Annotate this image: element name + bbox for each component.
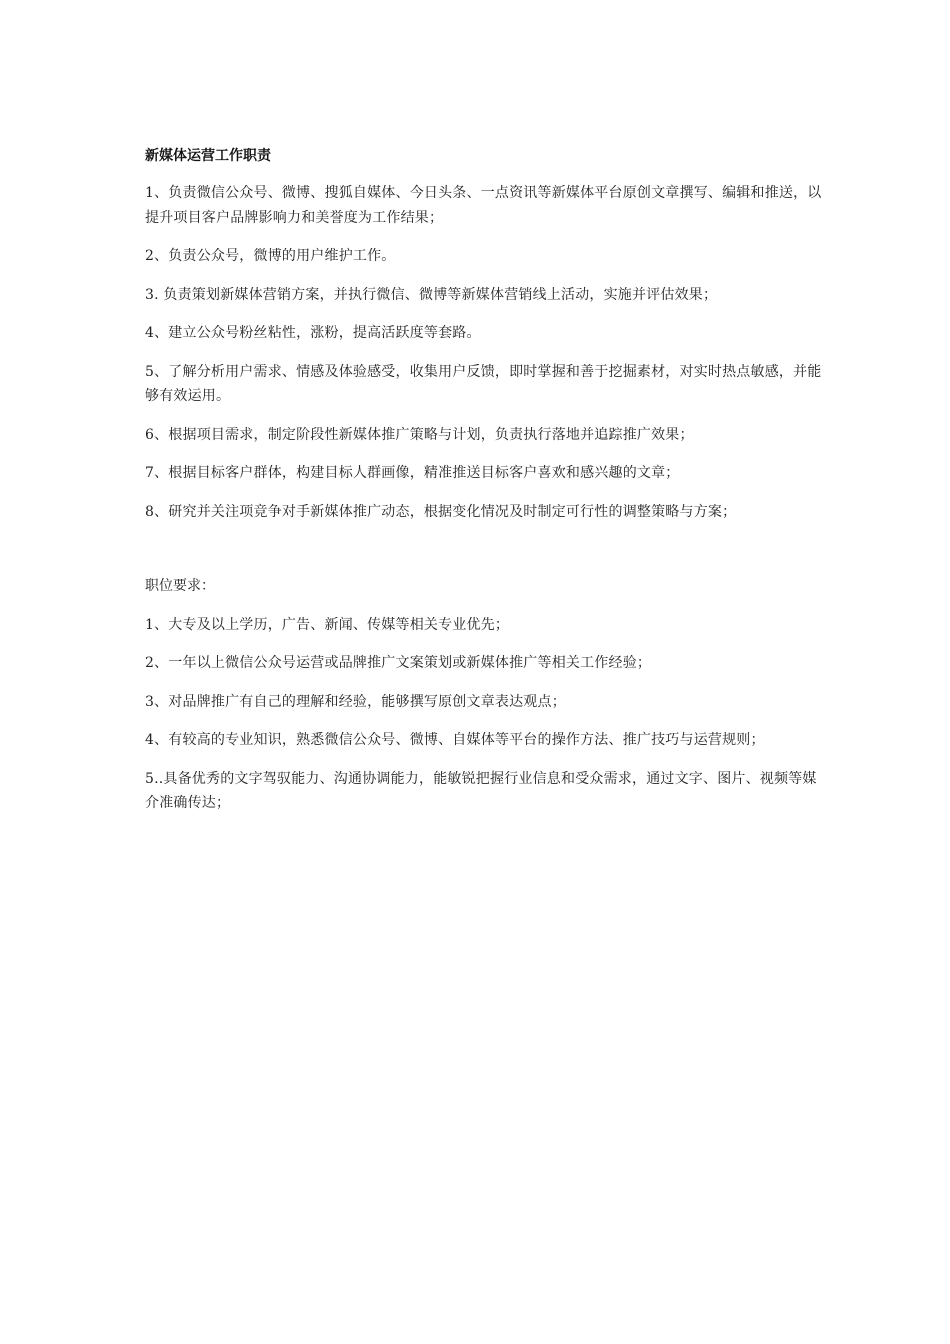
- document-content: [145, 145, 825, 830]
- duty-item-2: 2、负责公众号，微博的用户维护工作。: [145, 248, 396, 264]
- duty-item-5: 5、了解分析用户需求、情感及体验感受，收集用户反馈，即时掌握和善于挖掘素材，对实时热点敏感，并能够有效运用。: [145, 363, 822, 404]
- requirement-item-5: 5..具备优秀的文字驾驭能力、沟通协调能力，能敏锐把握行业信息和受众需求，通过文字、图片、视频等媒介准确传达；: [145, 770, 817, 811]
- section-spacer: [145, 538, 825, 574]
- duty-item-1: 1、负责微信公众号、微博、搜狐自媒体、今日头条、一点资讯等新媒体平台原创文章撰写、编辑和推送，以提升项目客户品牌影响力和美誉度为工作结果；: [145, 185, 822, 226]
- duties-title: 新媒体运营工作职责: [145, 148, 271, 164]
- duty-item-8: 8、研究并关注项竞争对手新媒体推广动态，根据变化情况及时制定可行性的调整策略与方案；: [145, 503, 737, 520]
- requirement-item-2: 2、一年以上微信公众号运营或品牌推广文案策划或新媒体推广等相关工作经验；: [145, 655, 652, 671]
- requirement-item-3: 3、对品牌推广有自己的理解和经验，能够撰写原创文章表达观点；: [145, 693, 566, 710]
- requirement-item-1: 1、大专及以上学历，广告、新闻、传媒等相关专业优先；: [145, 616, 510, 633]
- duty-item-4: 4、建立公众号粉丝粘性，涨粉，提高活跃度等套路。: [145, 325, 481, 341]
- duty-item-6: 6、根据项目需求，制定阶段性新媒体推广策略与计划，负责执行落地并追踪推广效果；: [145, 426, 694, 443]
- duty-item-3: 3. 负责策划新媒体营销方案，并执行微信、微博等新媒体营销线上活动，实施并评估效果；: [145, 286, 718, 303]
- requirements-title: 职位要求：: [145, 578, 215, 594]
- requirement-item-4: 4、有较高的专业知识，熟悉微信公众号、微博、自媒体等平台的操作方法、推广技巧与运营规则；: [145, 732, 765, 748]
- duty-item-7: 7、根据目标客户群体，构建目标人群画像，精准推送目标客户喜欢和感兴趣的文章；: [145, 465, 680, 481]
